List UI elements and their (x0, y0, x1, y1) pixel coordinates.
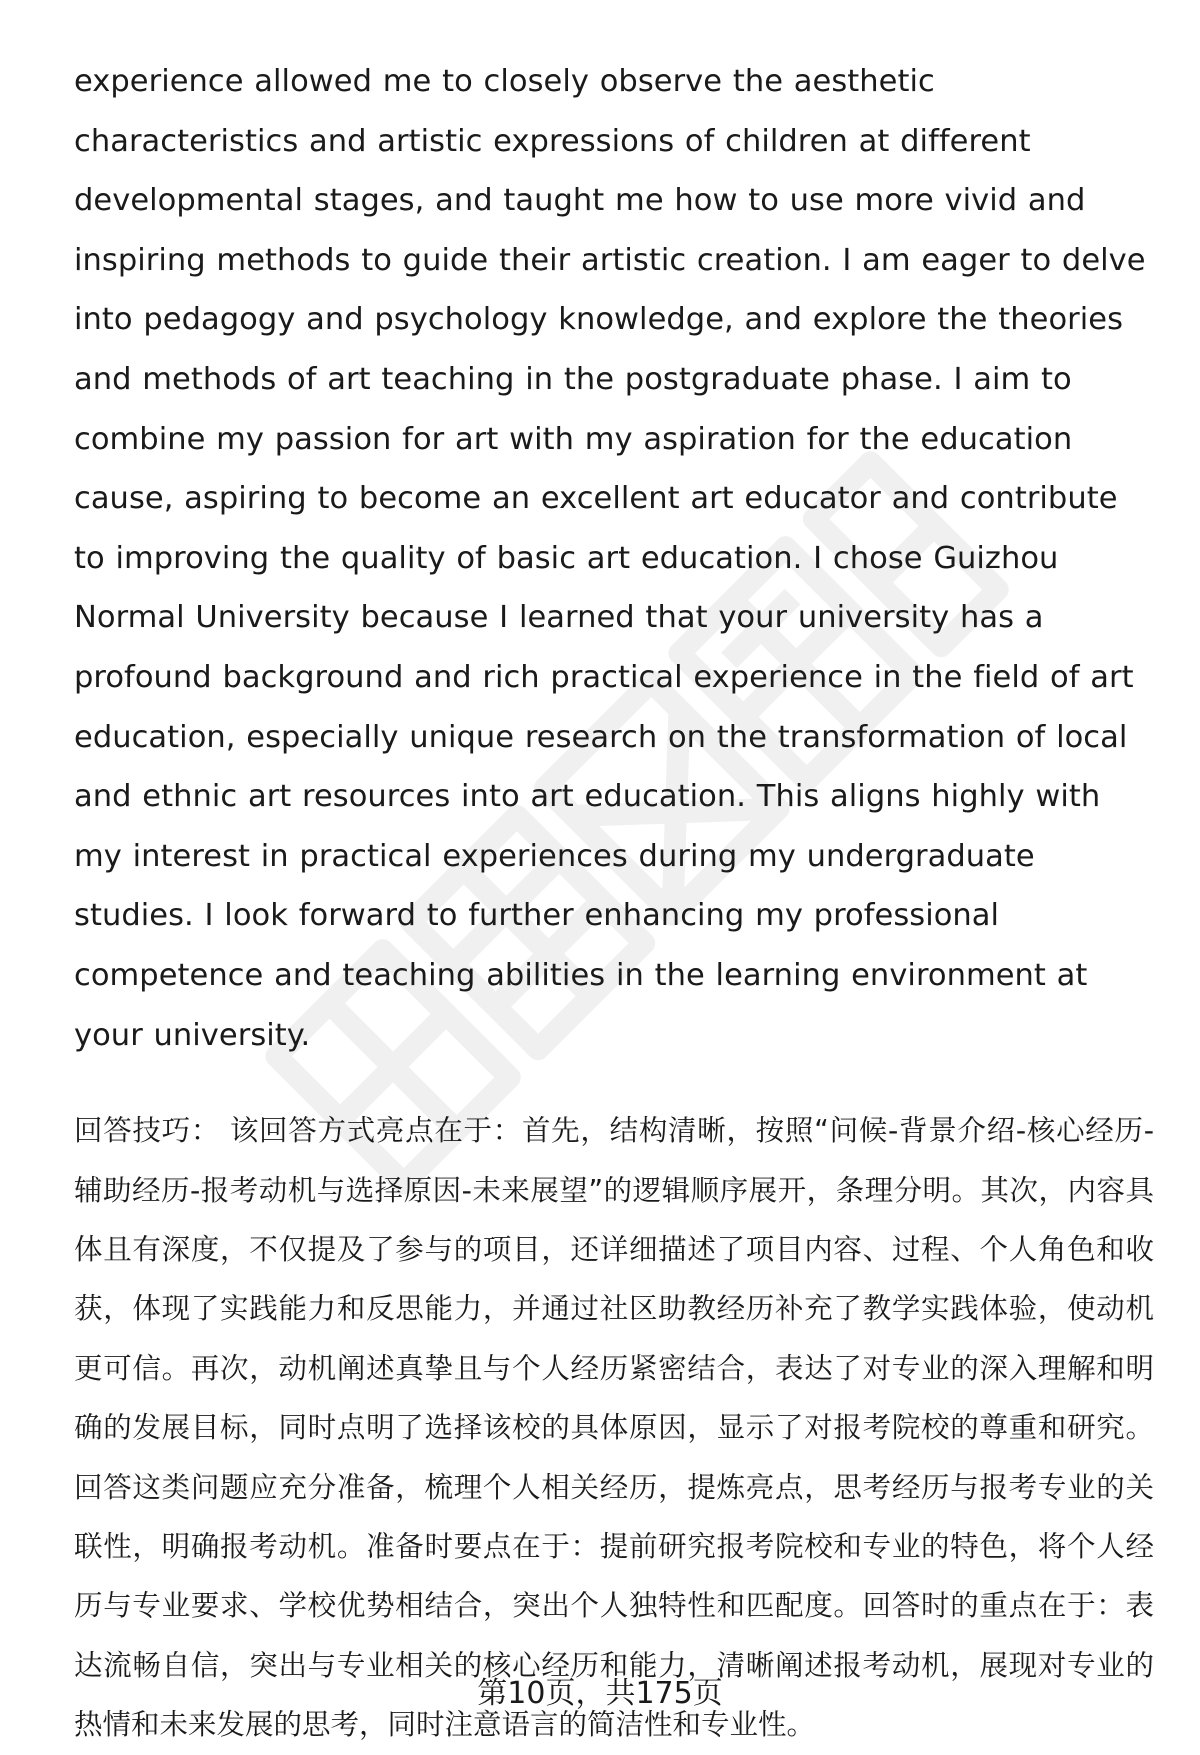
english-paragraph: experience allowed me to closely observe the aesthetic characteristics and artistic expressions of children at different developmental stages, and taught me how to use more vivid and inspiring methods to guide their artistic creation. I am eager to delve into pedagogy and psychology knowledge, and explore the theories and methods of art teaching in the postgraduate phase. I aim to combine my passion for art with my aspiration for the education cause, aspiring to become an excellent art educator and contribute to improving the quality of basic art education. I chose Guizhou Normal University because I learned that your university has a profound background and rich practical experience in the field of art education, especially unique research on the transformation of local and ethnic art resources into art education. This aligns highly with my interest in practical experiences during my undergraduate studies. I look forward to further enhancing my professional competence and teaching abilities in the learning environment at your university. (74, 64, 1146, 1053)
page-content (74, 52, 1154, 1755)
page-number-footer: 第10页，共175页 (477, 1676, 723, 1711)
answer-tips-paragraph: 回答技巧： 该回答方式亮点在于：首先，结构清晰，按照“问候-背景介绍-核心经历-辅助经历-报考动机与选择原因-未来展望”的逻辑顺序展开，条理分明。其次，内容具体且有深度，不仅提及了参与的项目，还详细描述了项目内容、过程、个人角色和收获，体现了实践能力和反思能力，并通过社区助教经历补充了教学实践体验，使动机更可信。再次，动机阐述真挚且与个人经历紧密结合，表达了对专业的深入理解和明确的发展目标，同时点明了选择该校的具体原因，显示了对报考院校的尊重和研究。回答这类问题应充分准备，梳理个人相关经历，提炼亮点，思考经历与报考专业的关联性，明确报考动机。准备时要点在于：提前研究报考院校和专业的特色，将个人经历与专业要求、学校优势相结合，突出个人独特性和匹配度。回答时的重点在于：表达流畅自信，突出与专业相关的核心经历和能力，清晰阐述报考动机，展现对专业的热情和未来发展的思考，同时注意语言的简洁性和专业性。 (74, 1114, 1154, 1742)
